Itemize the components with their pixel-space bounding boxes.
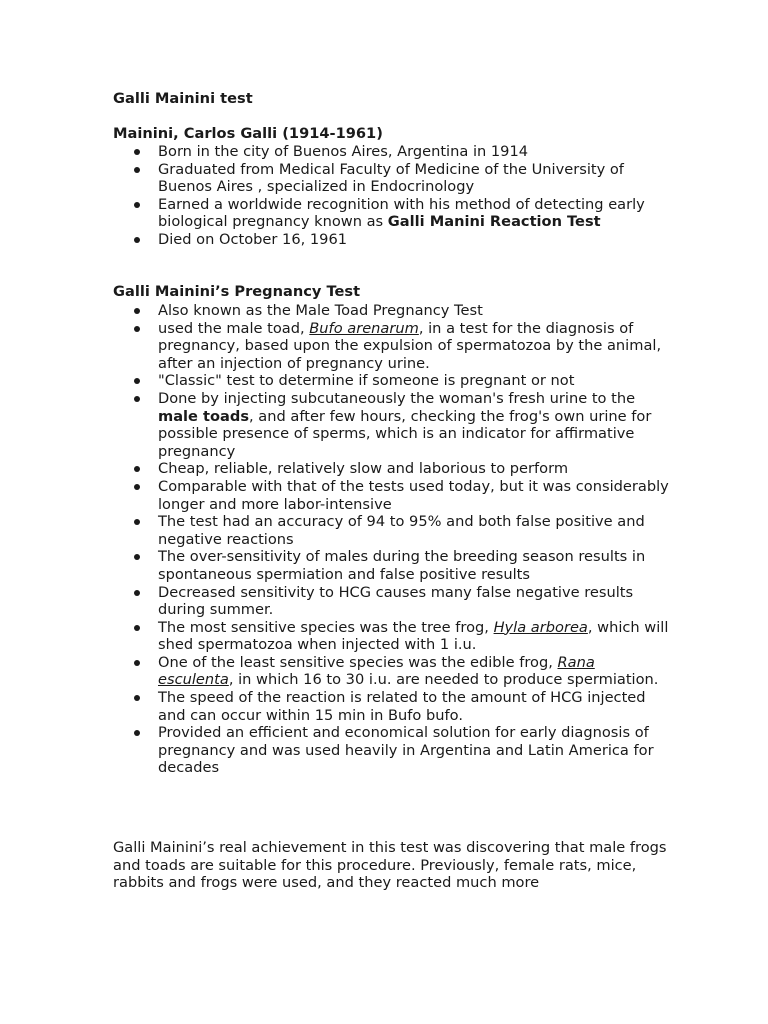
text-run: The over-sensitivity of males during the breeding season results in spontaneous spermiation and false positive results bbox=[158, 548, 646, 583]
text-run: Cheap, reliable, relatively slow and laborious to perform bbox=[158, 460, 569, 478]
bold-text: male toads bbox=[158, 407, 250, 425]
pregnancy-test-bullet-list bbox=[113, 302, 673, 777]
text-run: The speed of the reaction is related to the amount of HCG injected and can occur within 15 min in Bufo bufo. bbox=[158, 689, 646, 724]
list-item bbox=[113, 689, 673, 724]
text-run: Provided an efficient and economical solution for early diagnosis of pregnancy and was used heavily in Argentina and Latin America for decades bbox=[158, 724, 654, 777]
text-run: Done by injecting subcutaneously the woman's fresh urine to the bbox=[158, 389, 636, 407]
text-run: Died on October 16, 1961 bbox=[158, 230, 348, 248]
list-item bbox=[113, 231, 673, 249]
text-run: Born in the city of Buenos Aires, Argentina in 1914 bbox=[158, 143, 529, 160]
text-run: , which will shed spermatozoa when injected with 1 i.u. bbox=[158, 618, 669, 654]
text-run: Also known as the Male Toad Pregnancy Test bbox=[158, 302, 483, 319]
list-item bbox=[113, 460, 673, 478]
species-name: Hyla arborea bbox=[493, 618, 588, 636]
text-run: Graduated from Medical Faculty of Medicine of the University of Buenos Aires , specialized in Endocrinology bbox=[158, 160, 624, 196]
list-item bbox=[113, 302, 673, 320]
list-item bbox=[113, 513, 673, 548]
biography-bullet-list bbox=[113, 143, 673, 249]
text-run: The test had an accuracy of 94 to 95% and both false positive and negative reactions bbox=[158, 513, 645, 548]
text-run: Decreased sensitivity to HCG causes many false negative results during summer. bbox=[158, 583, 634, 619]
text-run: One of the least sensitive species was the edible frog, bbox=[158, 653, 558, 671]
list-item bbox=[113, 143, 673, 161]
text-run: The most sensitive species was the tree frog, bbox=[158, 618, 494, 636]
text-run: , and after few hours, checking the frog's own urine for possible presence of sperms, which is an indicator for affirmative pregnancy bbox=[158, 407, 652, 460]
section-heading-biography: Mainini, Carlos Galli (1914-1961) bbox=[113, 125, 383, 142]
text-run: "Classic" test to determine if someone is pregnant or not bbox=[158, 372, 575, 390]
text-run: Earned a worldwide recognition with his method of detecting early biological pregnancy known as bbox=[158, 195, 645, 231]
list-item bbox=[113, 478, 673, 513]
list-item bbox=[113, 161, 673, 196]
text-run: , in which 16 to 30 i.u. are needed to produce spermiation. bbox=[228, 671, 659, 689]
list-item bbox=[113, 584, 673, 619]
list-item bbox=[113, 390, 673, 460]
list-item bbox=[113, 548, 673, 583]
text-run: Comparable with that of the tests used today, but it was considerably longer and more labor-intensive bbox=[158, 477, 669, 513]
list-item bbox=[113, 619, 673, 654]
text-run: used the male toad, bbox=[158, 319, 310, 337]
list-item bbox=[113, 654, 673, 689]
document-title: Galli Mainini test bbox=[113, 90, 253, 107]
list-item bbox=[113, 196, 673, 231]
body-paragraph: Galli Mainini’s real achievement in this test was discovering that male frogs and toads are suitable for this procedure. Previously, female rats, mice, rabbits and frogs were used, and they reacted much more bbox=[113, 839, 667, 892]
text-run: , in a test for the diagnosis of pregnancy, based upon the expulsion of spermatozoa by the animal, after an injection of pregnancy urine. bbox=[158, 319, 662, 372]
species-name: Rana esculenta bbox=[158, 653, 595, 689]
section-heading-pregnancy-test: Galli Mainini’s Pregnancy Test bbox=[113, 283, 361, 300]
bold-text: Galli Manini Reaction Test bbox=[387, 213, 601, 231]
species-name: Bufo arenarum bbox=[309, 319, 419, 337]
list-item bbox=[113, 320, 673, 373]
list-item bbox=[113, 372, 673, 390]
list-item bbox=[113, 724, 673, 777]
